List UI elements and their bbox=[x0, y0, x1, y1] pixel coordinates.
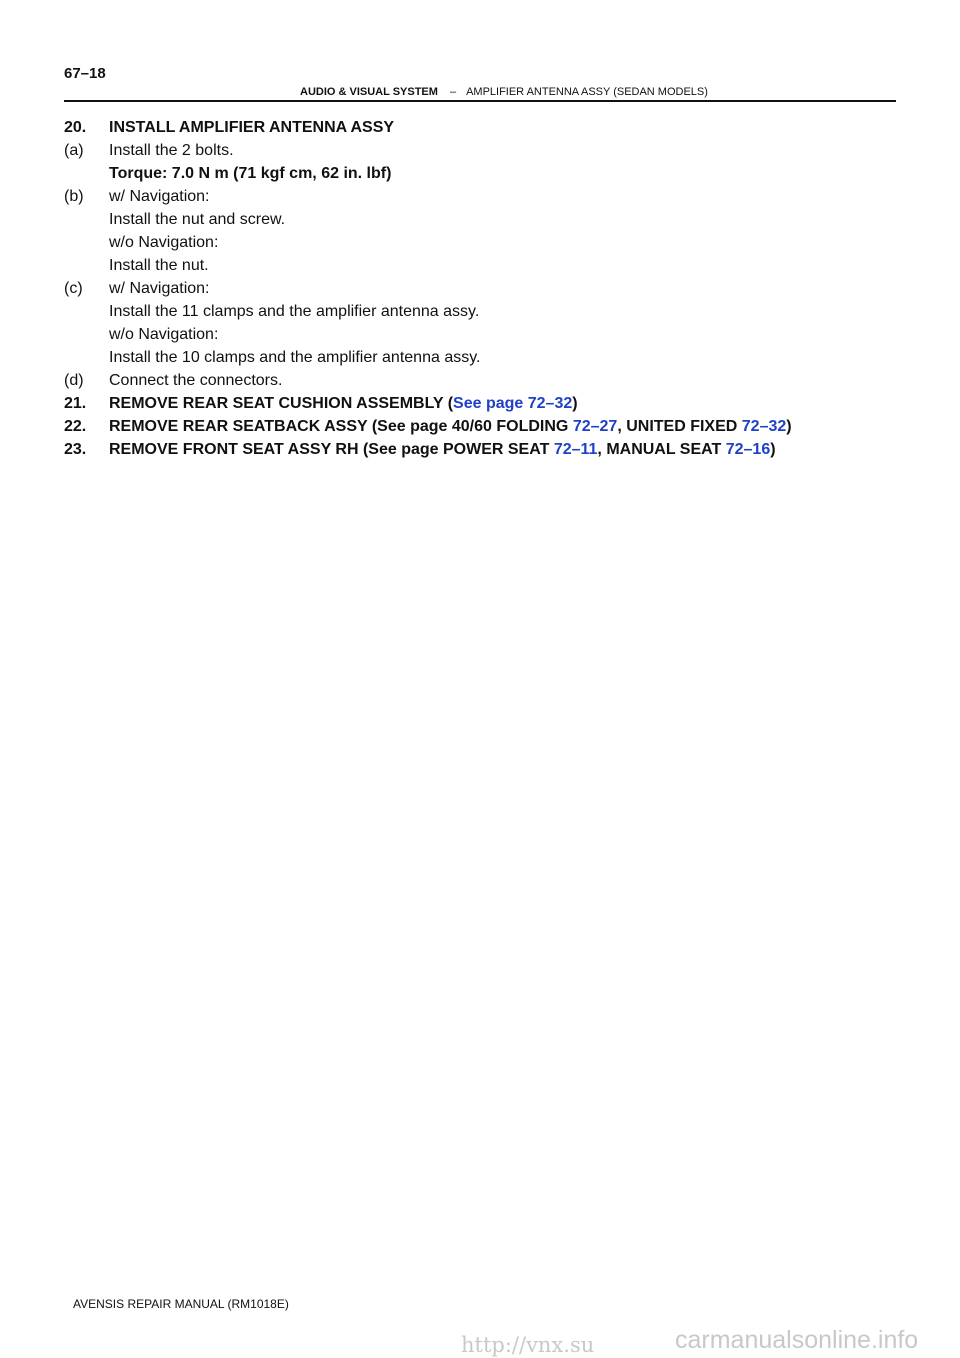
manual-footer: AVENSIS REPAIR MANUAL (RM1018E) bbox=[73, 1297, 289, 1311]
step-title bbox=[109, 392, 904, 415]
substep-d bbox=[64, 369, 904, 392]
page-reference-link[interactable]: 72–27 bbox=[572, 418, 618, 435]
step-title-text: REMOVE REAR SEATBACK ASSY (See page 40/60 FOLDING bbox=[109, 418, 573, 435]
condition-text: w/o Navigation: bbox=[109, 326, 219, 343]
page-reference-link[interactable]: 72–11 bbox=[553, 441, 598, 458]
page-reference-link[interactable]: See page 72–32 bbox=[453, 395, 573, 412]
header-title bbox=[300, 86, 708, 98]
instruction-text: Install the 10 clamps and the amplifier antenna assy. bbox=[109, 349, 481, 366]
condition-text: w/ Navigation: bbox=[109, 188, 210, 205]
header-separator: – bbox=[449, 86, 457, 98]
watermark-url: http://vnx.su bbox=[461, 1333, 595, 1357]
header-subsection: AMPLIFIER ANTENNA ASSY (SEDAN MODELS) bbox=[466, 86, 708, 98]
step-number: 20. bbox=[64, 119, 87, 136]
step-title-text: REMOVE FRONT SEAT ASSY RH (See page POWER SEAT bbox=[109, 441, 554, 458]
procedure-content bbox=[64, 116, 904, 461]
step-title: INSTALL AMPLIFIER ANTENNA ASSY bbox=[109, 119, 395, 136]
step-title bbox=[109, 415, 904, 438]
page-number: 67–18 bbox=[64, 65, 106, 82]
step-title bbox=[109, 438, 904, 461]
substep-text: Install the 2 bolts. bbox=[109, 142, 234, 159]
step-title-text: , UNITED FIXED bbox=[617, 418, 742, 435]
instruction-text: Install the nut and screw. bbox=[109, 211, 286, 228]
substep-label: (c) bbox=[64, 280, 83, 297]
substep-text: Connect the connectors. bbox=[109, 372, 283, 389]
substep-c bbox=[64, 277, 904, 300]
instruction-text: Install the 11 clamps and the amplifier antenna assy. bbox=[109, 303, 480, 320]
closing-paren: ) bbox=[572, 395, 578, 412]
step-number: 22. bbox=[64, 418, 87, 435]
header-section: AUDIO & VISUAL SYSTEM bbox=[300, 86, 438, 98]
closing-paren: ) bbox=[786, 418, 792, 435]
step-21-heading bbox=[64, 392, 904, 415]
step-title-text: REMOVE REAR SEAT CUSHION ASSEMBLY ( bbox=[109, 395, 454, 412]
substep-label: (a) bbox=[64, 142, 84, 159]
instruction-text: Install the nut. bbox=[109, 257, 209, 274]
condition-text: w/o Navigation: bbox=[109, 234, 219, 251]
watermark-site: carmanualsonline.info bbox=[675, 1326, 919, 1354]
step-number: 23. bbox=[64, 441, 87, 458]
torque-spec: Torque: 7.0 N m (71 kgf cm, 62 in. lbf) bbox=[109, 165, 392, 182]
step-number: 21. bbox=[64, 395, 87, 412]
step-title-text: , MANUAL SEAT bbox=[597, 441, 726, 458]
substep-a bbox=[64, 139, 904, 162]
header-rule bbox=[64, 100, 896, 102]
step-20-heading bbox=[64, 116, 904, 139]
page-reference-link[interactable]: 72–32 bbox=[741, 418, 787, 435]
substep-label: (d) bbox=[64, 372, 84, 389]
substep-b bbox=[64, 185, 904, 208]
closing-paren: ) bbox=[770, 441, 776, 458]
page-reference-link[interactable]: 72–16 bbox=[725, 441, 771, 458]
substep-label: (b) bbox=[64, 188, 84, 205]
step-23-heading bbox=[64, 438, 904, 461]
condition-text: w/ Navigation: bbox=[109, 280, 210, 297]
step-22-heading bbox=[64, 415, 904, 438]
